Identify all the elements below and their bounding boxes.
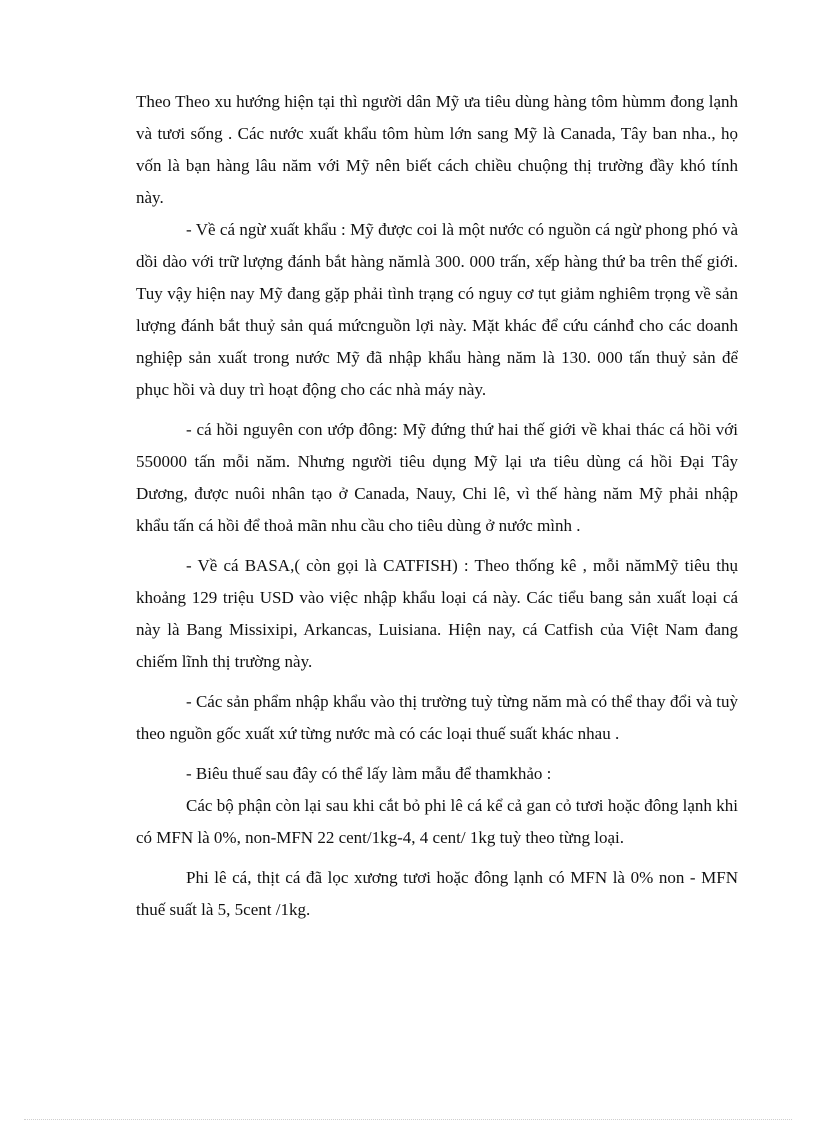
paragraph-tuna: - Về cá ngừ xuất khẩu : Mỹ được coi là một nước có nguồn cá ngừ phong phó và dồi dào với trữ lượng đánh bắt hàng nămlà 300. 000 trấn, xếp hàng thứ ba trên thế giới. Tuy vậy hiện nay Mỹ đang gặp phải tình trạng có nguy cơ tụt giảm nghiêm trọng về sản lượng đánh bắt thuỷ sản quá mứcnguồn lợi này. Mặt khác để cứu cánhđ cho các doanh nghiệp sản xuất trong nước Mỹ đã nhập khẩu hàng năm là 130. 000 tấn thuỷ sản để phục hồi và duy trì hoạt động cho các nhà máy này. [136,220,738,399]
paragraph-import-tariffs: - Các sản phẩm nhập khẩu vào thị trường tuỳ từng năm mà có thể thay đổi và tuỳ theo nguồn gốc xuất xứ từng nước mà có các loại thuế suất khác nhau . [136,692,738,743]
paragraph-tariff-table-intro: - Biêu thuế sau đây có thể lấy làm mẫu để thamkhảo : [186,764,552,783]
paragraph-salmon: - cá hồi nguyên con ướp đông: Mỹ đứng thứ hai thế giới về khai thác cá hồi với 550000 tấn mỗi năm. Nhưng người tiêu dụng Mỹ lại ưa tiêu dùng cá hồi Đại Tây Dương, được nuôi nhân tạo ở Canada, Nauy, Chi lê, vì thế hàng năm Mỹ phải nhập khẩu tấn cá hồi để thoả mãn nhu cầu cho tiêu dùng ở nước mình . [136,420,738,535]
paragraph-fish-byproducts: Các bộ phận còn lại sau khi cắt bỏ phi lê cá kể cả gan cỏ tươi hoặc đông lạnh khi có MFN là 0%, non-MFN 22 cent/1kg-4, 4 cent/ 1kg tuỳ theo từng loại. [136,796,738,847]
page-bottom-divider [24,1119,792,1120]
paragraph-fish-fillet: Phi lê cá, thịt cá đã lọc xương tươi hoặc đông lạnh có MFN là 0% non - MFN thuế suất là 5, 5cent /1kg. [136,868,738,919]
paragraph-basa-catfish: - Về cá BASA,( còn gọi là CATFISH) : Theo thống kê , mỗi nămMỹ tiêu thụ khoảng 129 triệu USD vào việc nhập khẩu loại cá này. Các tiểu bang sản xuất loại cá này là Bang Missixipi, Arkancas, Luisiana. Hiện nay, cá Catfish của Việt Nam đang chiếm lĩnh thị trường này. [136,556,738,671]
paragraph-lobster-imports: Theo Theo xu hướng hiện tại thì người dân Mỹ ưa tiêu dùng hàng tôm hùmm đong lạnh và tươi sống . Các nước xuất khẩu tôm hùm lớn sang Mỹ là Canada, Tây ban nha., họ vốn là bạn hàng lâu năm với Mỹ nên biết cách chiều chuộng thị trường đầy khó tính này. [136,92,738,207]
document-body [136,86,738,926]
